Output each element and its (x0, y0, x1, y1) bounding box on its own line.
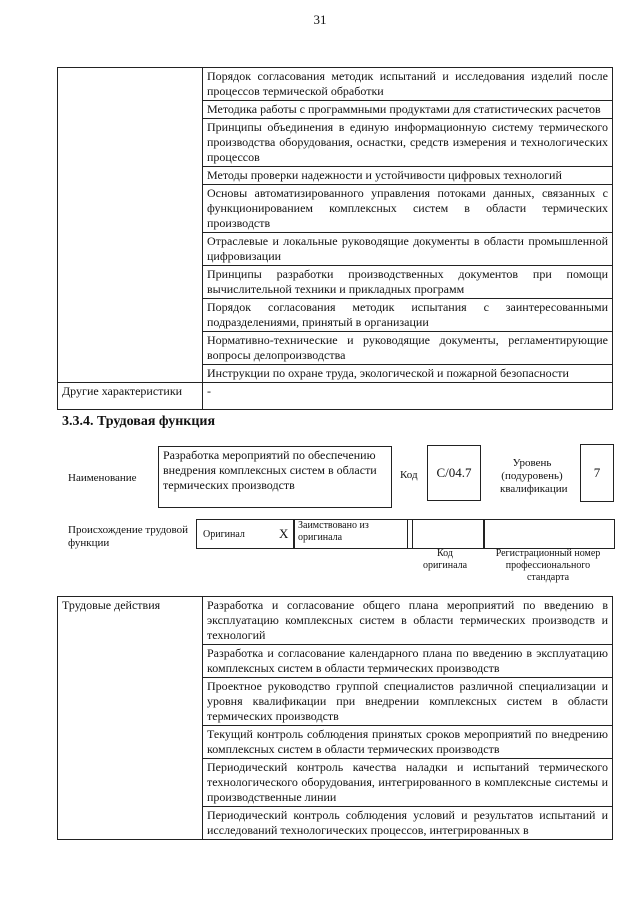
table-cell: Порядок согласования методик испытания с заинтересованными подразделениями, принятый в организации (203, 299, 613, 332)
table-row (58, 68, 613, 101)
table-cell-empty (58, 68, 203, 383)
origin-code-label: Код оригинала (422, 548, 468, 571)
table-cell: Принципы разработки производственных документов при помощи вычислительной техники и прикладных программ (203, 266, 613, 299)
origin-code-box (407, 519, 485, 549)
other-characteristics-value: - (203, 383, 613, 410)
table-cell: Принципы объединения в единую информационную систему термического производства оборудования, оснастки, средств измерения и технологических процессов (203, 119, 613, 167)
table-row (58, 597, 613, 645)
origin-label: Происхождение трудовой функции (68, 524, 189, 549)
table-cell: Разработка и согласование общего плана мероприятий по введению в эксплуатацию комплексных систем в области термических производств и технологий (203, 597, 613, 645)
original-mark: X (279, 526, 289, 541)
code-label: Код (400, 469, 418, 481)
section-title: 3.3.4. Трудовая функция (62, 414, 216, 429)
labor-actions-label: Трудовые действия (58, 597, 203, 840)
table-cell: Периодический контроль соблюдения условий и результатов испытаний и исследований технологических процессов, интегрированных в (203, 807, 613, 840)
qualification-level-box: 7 (580, 444, 614, 502)
table-cell: Текущий контроль соблюдения принятых сроков мероприятий по внедрению комплексных систем в области термических производств (203, 726, 613, 759)
table-cell: Нормативно-технические и руководящие документы, регламентирующие вопросы делопроизводства (203, 332, 613, 365)
original-label: Оригинал (203, 529, 245, 540)
table-cell: Основы автоматизированного управления потоками данных, связанных с функционированием комплексных систем в области термических производств (203, 185, 613, 233)
qualification-level-label: Уровень (подуровень) квалификации (500, 457, 568, 495)
borrowed-box: Заимствовано из оригинала (293, 519, 413, 549)
table-cell: Проектное руководство группой специалистов различной специализации и уровня квалификации при внедрении комплексных систем в области термических производств (203, 678, 613, 726)
code-value-box: C/04.7 (427, 445, 481, 501)
table-cell: Методика работы с программными продуктами для статистических расчетов (203, 101, 613, 119)
table-cell: Методы проверки надежности и устойчивости цифровых технологий (203, 167, 613, 185)
name-label: Наименование (68, 472, 137, 484)
table-cell: Инструкции по охране труда, экологической и пожарной безопасности (203, 365, 613, 383)
knowledge-table (57, 67, 613, 410)
table-row (58, 383, 613, 410)
reg-number-label: Регистрационный номер профессионального стандарта (495, 548, 601, 583)
other-characteristics-label: Другие характеристики (58, 383, 203, 410)
page-number: 31 (313, 12, 327, 27)
table-cell: Разработка и согласование календарного плана по введению в эксплуатацию комплексных систем в области термических производств (203, 645, 613, 678)
function-name-box: Разработка мероприятий по обеспечению внедрения комплексных систем в области термических производств (158, 446, 392, 508)
original-box (196, 519, 295, 549)
table-cell: Периодический контроль качества наладки и испытаний термического технологического оборудования, интегрированного в комплексные системы и производственные линии (203, 759, 613, 807)
reg-number-box (483, 519, 615, 549)
labor-actions-table (57, 596, 613, 840)
table-cell: Порядок согласования методик испытаний и исследования изделий после процессов термической обработки (203, 68, 613, 101)
table-cell: Отраслевые и локальные руководящие документы в области промышленной цифровизации (203, 233, 613, 266)
